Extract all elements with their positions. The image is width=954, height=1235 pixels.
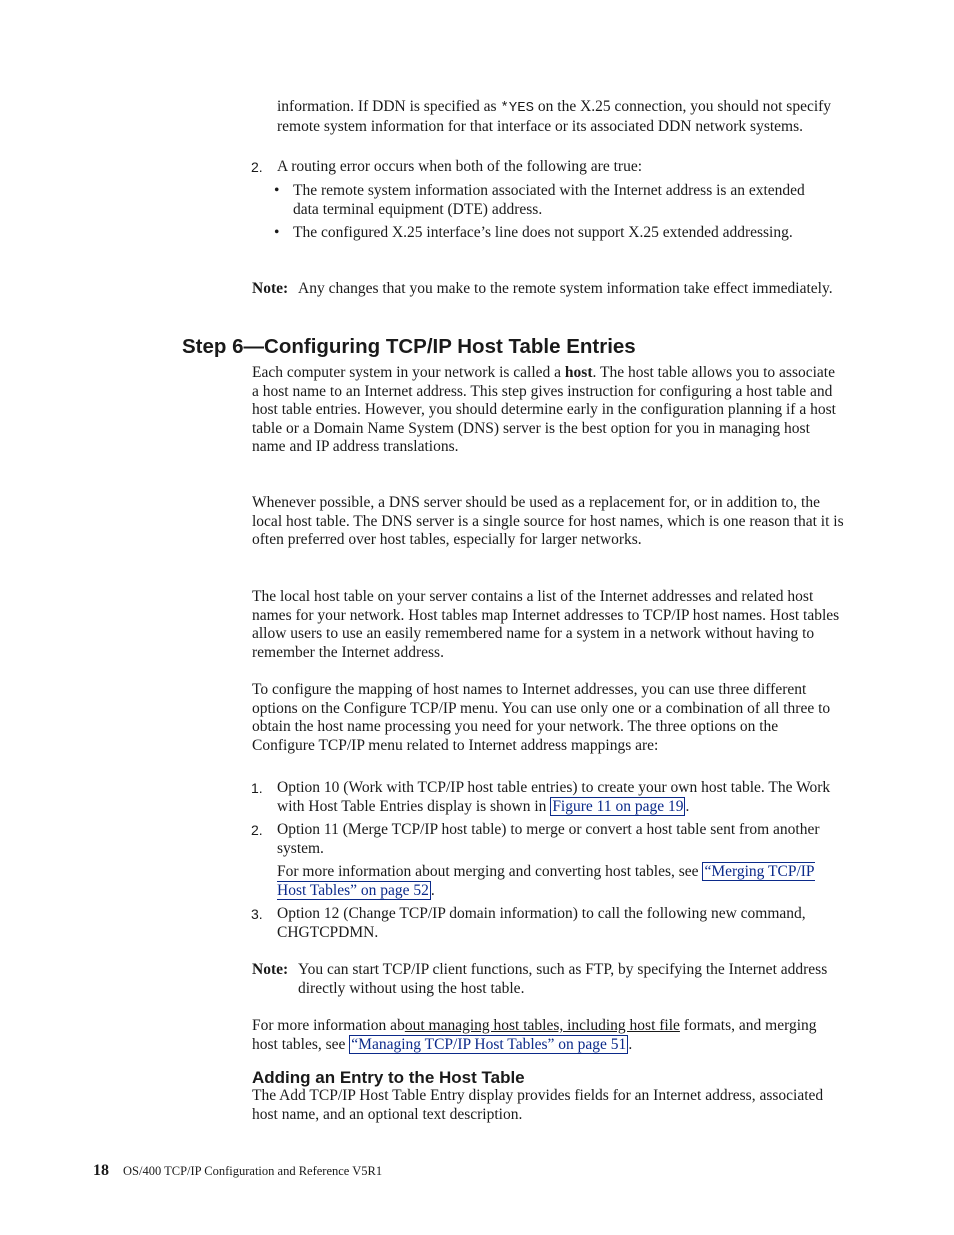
paragraph: To configure the mapping of host names to Internet addresses, you can use three different options on the Configure TCP/IP menu. You can use only one or a combination of all three to obtain the host name processing you need for your network. The three options on the Configure TCP/IP menu related to Internet address mappings are: <box>252 681 831 754</box>
merging-tables-link[interactable]: “Merging TCP/IP Host Tables” on page 52 <box>277 863 815 899</box>
paragraph: For more information about managing host tables, including host file formats, and merging host tables, see “Managing TCP/IP Host Tables” on page 51 . <box>252 1017 817 1053</box>
note-text: You can start TCP/IP client functions, such as FTP, by specifying the Internet address directly without using the host table. <box>298 961 828 997</box>
paragraph: The local host table on your server contains a list of the Internet addresses and related host names for your network. Host tables map Internet addresses to TCP/IP host names. Host tables allow users to use an easily remembered name for a system in a network without having to remember the Internet address. <box>252 588 840 661</box>
list-number: 2. <box>251 159 263 175</box>
list-item: Option 12 (Change TCP/IP domain information) to call the following new command, CHGTCPDMN. <box>277 905 806 941</box>
paragraph: Whenever possible, a DNS server should be used as a replacement for, or in addition to, the local host table. The DNS server is a single source for host names, which is one reason that it is often preferred over host tables, especially for larger networks. <box>252 494 844 549</box>
section-heading: Step 6—Configuring TCP/IP Host Table Entries <box>182 335 636 358</box>
bullet-icon: • <box>274 182 280 199</box>
page-footer <box>93 1162 382 1181</box>
figure-link[interactable]: Figure 11 on page 19 <box>552 797 684 815</box>
footer-title: OS/400 TCP/IP Configuration and Reference V5R1 <box>123 1164 383 1178</box>
list-number: 1. <box>251 780 263 796</box>
list-item-more: For more information about merging and converting host tables, see “Merging TCP/IP Host Tables” on page 52 . <box>277 863 815 899</box>
list-item: Option 10 (Work with TCP/IP host table entries) to create your own host table. The Work with Host Table Entries display is shown in Figure 11 on page 19 . <box>277 779 831 815</box>
list-item: Option 11 (Merge TCP/IP host table) to merge or convert a host table sent from another system. <box>277 821 820 857</box>
bullet-icon: • <box>274 224 280 241</box>
paragraph: Each computer system in your network is called a host. The host table allows you to associate a host name to an Internet address. This step gives instruction for configuring a host table and host table entries. However, you should determine early in the configuration planning if a host table or a Domain Name System (DNS) server is the best option for you in managing host name and IP address translations. <box>252 364 836 456</box>
list-number: 2. <box>251 822 263 838</box>
list-item: A routing error occurs when both of the following are true: <box>277 158 643 175</box>
subsection-heading: Adding an Entry to the Host Table <box>252 1068 525 1087</box>
note-text: Any changes that you make to the remote system information take effect immediately. <box>298 280 833 297</box>
bullet-item: The remote system information associated with the Internet address is an extended data terminal equipment (DTE) address. <box>293 182 805 218</box>
managing-tables-link[interactable]: “Managing TCP/IP Host Tables” on page 51 <box>351 1035 627 1053</box>
underlined-text: out managing host tables, including host file <box>404 1017 680 1034</box>
bold-term: host <box>564 364 593 381</box>
bullet-item: The configured X.25 interface’s line does not support X.25 extended addressing. <box>293 224 793 241</box>
code-yes: *YES <box>500 100 535 116</box>
intro-paragraph: information. If DDN is specified as *YES on the X.25 connection, you should not specify remote system information for that interface or its associated DDN network systems. <box>277 98 832 135</box>
list-number: 3. <box>251 906 263 922</box>
page-number: 18 <box>93 1162 109 1179</box>
note-label: Note: <box>252 280 289 297</box>
note-label: Note: <box>252 961 289 978</box>
paragraph: The Add TCP/IP Host Table Entry display provides fields for an Internet address, associated host name, and an optional text description. <box>252 1087 824 1123</box>
